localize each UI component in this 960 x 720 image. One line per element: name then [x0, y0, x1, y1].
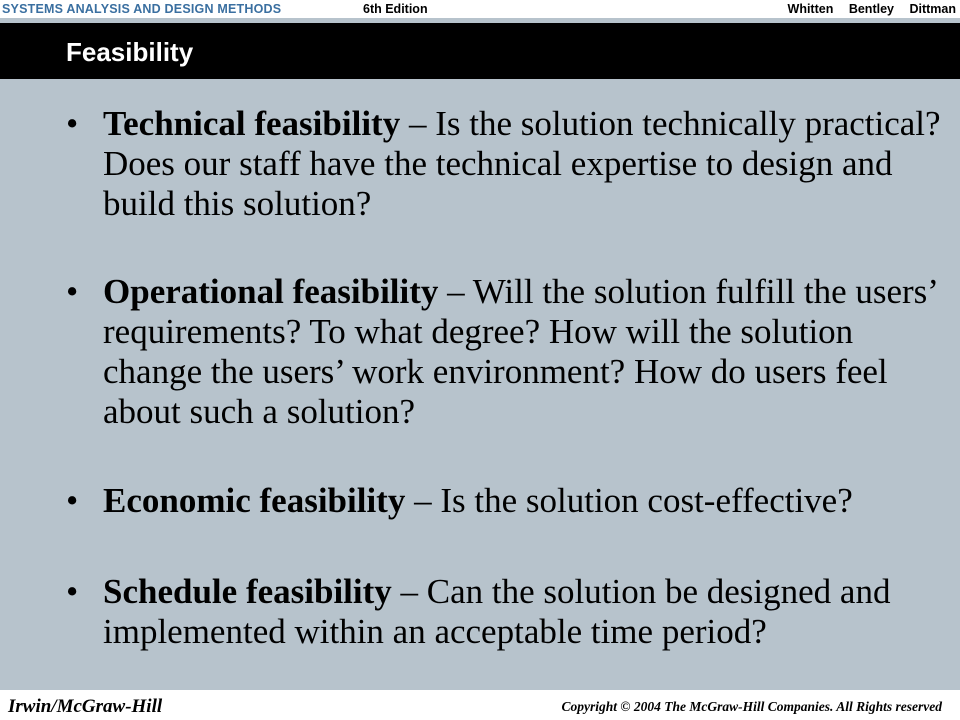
copyright-notice: Copyright © 2004 The McGraw-Hill Companies. All Rights reserved — [561, 699, 942, 714]
edition-label: 6th Edition — [363, 2, 428, 16]
book-header — [0, 0, 960, 18]
bullet-description: – Is the solution cost-effective? — [405, 481, 853, 520]
authors — [776, 0, 956, 18]
bullet-text — [103, 272, 943, 432]
author-name: Bentley — [848, 2, 894, 16]
bullet-description: – Is the solution technically practical? Does our staff have the technical expertise to design and build this solution? — [103, 104, 941, 223]
bullet-text — [103, 481, 943, 521]
bullet-text — [103, 572, 943, 652]
bullet-marker: • — [66, 272, 79, 311]
slide-footer — [0, 691, 960, 720]
bullet-term: Economic feasibility — [103, 481, 406, 520]
bullet-description: – Will the solution fulfill the users’ requirements? To what degree? How will the solution change the users’ work environment? How do users feel about such a solution? — [103, 272, 937, 431]
bullet-term: Operational feasibility — [103, 272, 439, 311]
title-bar — [0, 23, 960, 79]
bullet-marker: • — [66, 481, 79, 520]
bullet-marker: • — [66, 572, 79, 611]
slide-title: Feasibility — [66, 37, 194, 67]
bullet-marker: • — [66, 104, 79, 143]
author-name: Whitten — [787, 2, 834, 16]
bullet-term: Technical feasibility — [103, 104, 401, 143]
bullet-description: – Can the solution be designed and implemented within an acceptable time period? — [103, 572, 891, 651]
bullet-term: Schedule feasibility — [103, 572, 392, 611]
course-title: SYSTEMS ANALYSIS AND DESIGN METHODS — [2, 2, 282, 16]
bullet-text — [103, 104, 943, 224]
author-name: Dittman — [909, 2, 956, 16]
publisher-name: Irwin/McGraw-Hill — [8, 696, 163, 717]
